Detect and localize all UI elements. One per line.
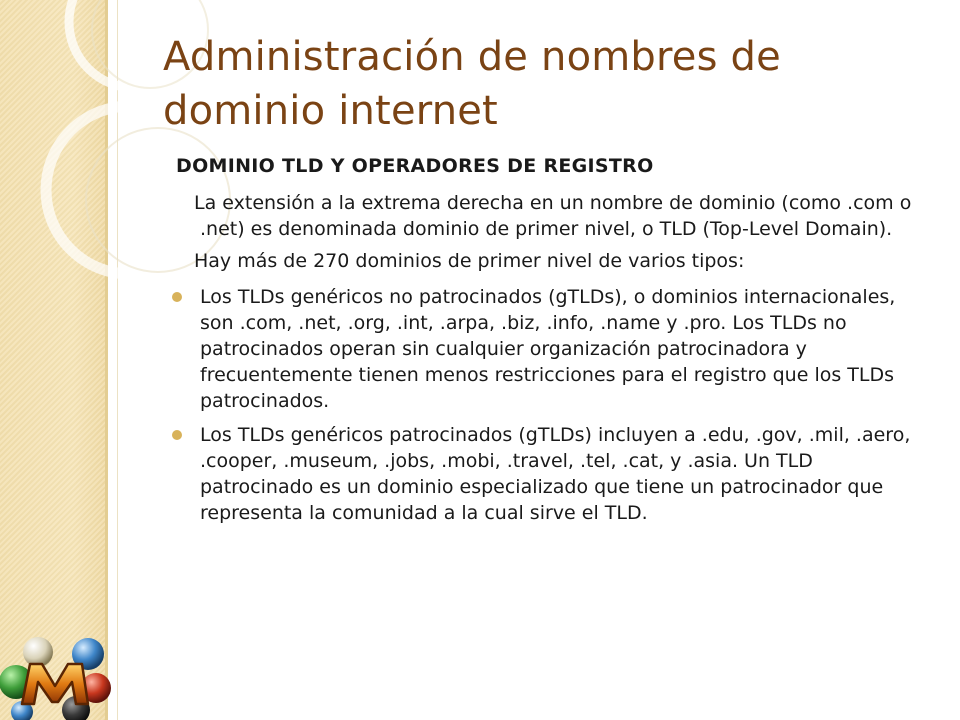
left-decorative-band bbox=[0, 0, 105, 720]
paragraph-tld-count: Hay más de 270 dominios de primer nivel de varios tipos: bbox=[194, 250, 745, 272]
bullet-text: Los TLDs genéricos no patrocinados (gTLDs), o dominios internacionales, son .com, .net, .org, .int, .arpa, .biz, .info, .name y .pro. Los TLDs no patrocinados operan sin cualquier organización patrocinadora y frecuentemente tienen menos restricciones para el registro que los TLDs patrocinados. bbox=[200, 286, 896, 412]
bullet-item-sponsored bbox=[170, 422, 932, 526]
bullet-item-unsponsored bbox=[170, 284, 932, 414]
magic-logo-icon bbox=[0, 630, 112, 720]
slide-content bbox=[170, 152, 932, 534]
bullet-dot-icon bbox=[172, 430, 182, 440]
section-subheading: DOMINIO TLD Y OPERADORES DE REGISTRO bbox=[176, 155, 654, 177]
m-letter-shape bbox=[22, 664, 88, 704]
orb-white bbox=[23, 637, 53, 667]
band-edge-line bbox=[105, 0, 108, 720]
slide-title: Administración de nombres de dominio internet bbox=[163, 34, 781, 134]
paragraph-tld-definition: La extensión a la extrema derecha en un nombre de dominio (como .com o .net) es denominada dominio de primer nivel, o TLD (Top-Level Domain). bbox=[194, 192, 912, 240]
bullet-text: Los TLDs genéricos patrocinados (gTLDs) incluyen a .edu, .gov, .mil, .aero, .cooper, .museum, .jobs, .mobi, .travel, .tel, .cat, y .asia. Un TLD patrocinado es un dominio especializado que tiene un patrocinador que representa la comunidad a la cual sirve el TLD. bbox=[200, 424, 911, 524]
band-thin-line bbox=[117, 0, 118, 720]
bullet-dot-icon bbox=[172, 292, 182, 302]
